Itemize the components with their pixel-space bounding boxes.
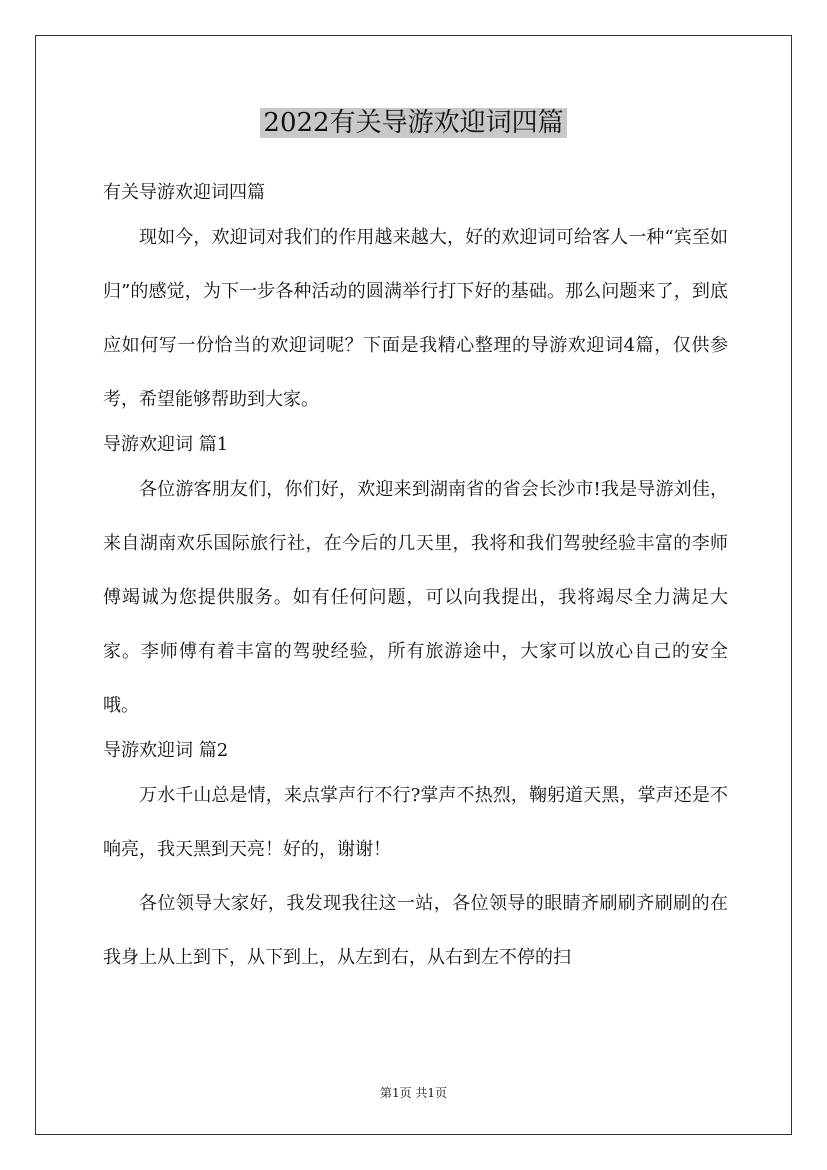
document-title-text: 2022有关导游欢迎词四篇: [260, 108, 566, 138]
section-heading-2: 导游欢迎词 篇2: [103, 740, 229, 761]
page-footer: 第1页 共1页: [379, 1086, 448, 1100]
document-title: [0, 105, 827, 141]
section-2-paragraph-2: 各位领导大家好，我发现我往这一站，各位领导的眼睛齐刷刷齐刷刷的在我身上从上到下，从下到上，从左到右，从右到左不停的扫: [103, 893, 728, 968]
section-1-paragraph-1: 各位游客朋友们，你们好，欢迎来到湖南省的省会长沙市!我是导游刘佳，来自湖南欢乐国际旅行社，在今后的几天里，我将和我们驾驶经验丰富的李师傅竭诚为您提供服务。如有任何问题，可以向我提出，我将竭尽全力满足大家。李师傅有着丰富的驾驶经验，所有旅游途中，大家可以放心自己的安全哦。: [103, 479, 728, 716]
section-2-paragraph-1: 万水千山总是情，来点掌声行不行?掌声不热烈，鞠躬道天黑，掌声还是不响亮，我天黑到天亮！好的，谢谢！: [103, 785, 728, 860]
document-subtitle: 有关导游欢迎词四篇: [103, 182, 265, 203]
document-body: [103, 175, 728, 985]
section-heading-1: 导游欢迎词 篇1: [103, 434, 229, 455]
intro-paragraph: 现如今，欢迎词对我们的作用越来越大，好的欢迎词可给客人一种“宾至如归”的感觉，为下一步各种活动的圆满举行打下好的基础。那么问题来了，到底应如何写一份恰当的欢迎词呢？下面是我精心整理的导游欢迎词4篇，仅供参考，希望能够帮助到大家。: [103, 227, 728, 410]
